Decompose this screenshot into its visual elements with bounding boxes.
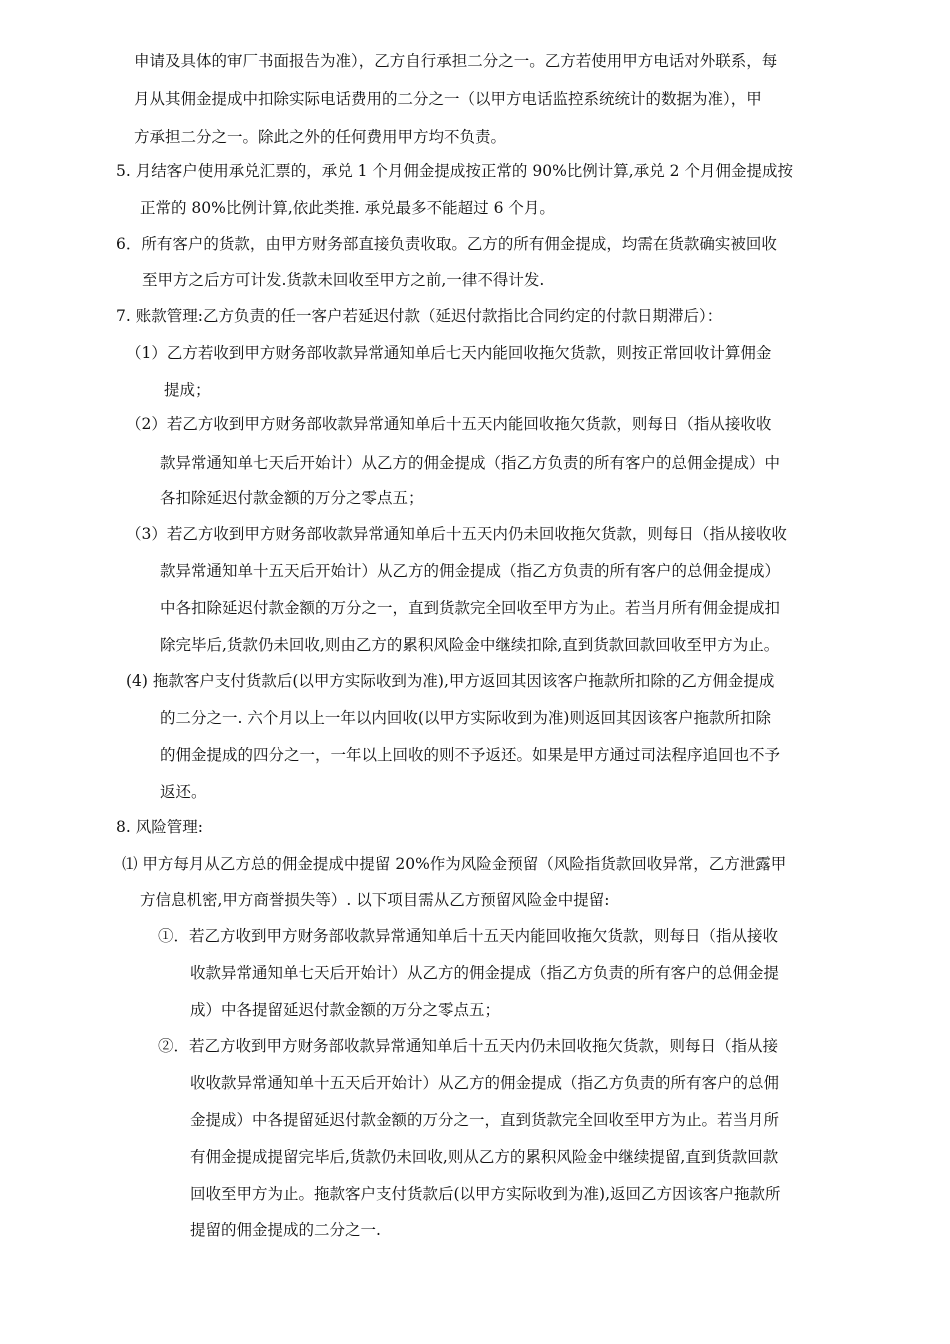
text-line-3: 方承担二分之一。除此之外的任何费用甲方均不负责。 — [134, 128, 507, 146]
text-line-13: 各扣除延迟付款金额的万分之零点五； — [160, 489, 424, 507]
text-line-31: 有佣金提成提留完毕后,货款仍未回收,则从乙方的累积风险金中继续提留,直到货款回款 — [190, 1148, 779, 1166]
text-line-12: 款异常通知单七天后开始计）从乙方的佣金提成（指乙方负责的所有客户的总佣金提成）中 — [160, 454, 781, 472]
text-line-20: 的佣金提成的四分之一，一年以上回收的则不予返还。如果是甲方通过司法程序追回也不予 — [160, 746, 781, 764]
text-line-9: （1）乙方若收到甲方财务部收款异常通知单后七天内能回收拖欠货款，则按正常回收计算佣金 — [126, 344, 772, 362]
text-line-29: 收收款异常通知单十五天后开始计）从乙方的佣金提成（指乙方负责的所有客户的总佣 — [190, 1074, 780, 1092]
text-line-10: 提成； — [164, 381, 211, 399]
text-line-27: 成）中各提留延迟付款金额的万分之零点五； — [190, 1001, 501, 1019]
text-line-7: 至甲方之后方可计发.货款未回收至甲方之前,一律不得计发. — [142, 271, 545, 289]
text-line-21: 返还。 — [160, 783, 207, 801]
text-line-24: 方信息机密,甲方商誉损失等）. 以下项目需从乙方预留风险金中提留: — [140, 891, 610, 909]
text-line-8: 7. 账款管理:乙方负责的任一客户若延迟付款（延迟付款指比合同约定的付款日期滞后）： — [116, 307, 723, 325]
text-line-16: 中各扣除延迟付款金额的万分之一，直到货款完全回收至甲方为止。若当月所有佣金提成扣 — [160, 599, 781, 617]
text-line-15: 款异常通知单十五天后开始计）从乙方的佣金提成（指乙方负责的所有客户的总佣金提成） — [160, 562, 781, 580]
text-line-17: 除完毕后,货款仍未回收,则由乙方的累积风险金中继续扣除,直到货款回款回收至甲方为止。 — [160, 636, 780, 654]
text-line-30: 金提成）中各提留延迟付款金额的万分之一，直到货款完全回收至甲方为止。若当月所 — [190, 1111, 780, 1129]
text-line-23: ⑴ 甲方每月从乙方总的佣金提成中提留 20%作为风险金预留（风险指货款回收异常，乙方泄露甲 — [122, 855, 787, 873]
text-line-5: 正常的 80%比例计算,依此类推. 承兑最多不能超过 6 个月。 — [140, 199, 555, 217]
text-line-2: 月从其佣金提成中扣除实际电话费用的二分之一（以甲方电话监控系统统计的数据为准），甲 — [134, 90, 762, 108]
text-line-32: 回收至甲方为止。拖款客户支付货款后(以甲方实际收到为准),返回乙方因该客户拖款所 — [190, 1185, 781, 1203]
text-line-11: （2）若乙方收到甲方财务部收款异常通知单后十五天内能回收拖欠货款，则每日（指从接收收 — [126, 415, 772, 433]
text-line-18: (4) 拖款客户支付货款后(以甲方实际收到为准),甲方返回其因该客户拖款所扣除的乙方佣金提成 — [126, 672, 775, 690]
text-line-22: 8. 风险管理: — [116, 818, 203, 836]
text-line-4: 5. 月结客户使用承兑汇票的，承兑 1 个月佣金提成按正常的 90%比例计算,承兑 2 个月佣金提成按 — [116, 162, 793, 180]
text-line-33: 提留的佣金提成的二分之一. — [190, 1221, 381, 1239]
text-line-28: ②．若乙方收到甲方财务部收款异常通知单后十五天内仍未回收拖欠货款，则每日（指从接 — [158, 1037, 779, 1055]
text-line-26: 收款异常通知单七天后开始计）从乙方的佣金提成（指乙方负责的所有客户的总佣金提 — [190, 964, 780, 982]
text-line-1: 申请及具体的审厂书面报告为准），乙方自行承担二分之一。乙方若使用甲方电话对外联系，每 — [134, 52, 778, 70]
text-line-19: 的二分之一. 六个月以上一年以内回收(以甲方实际收到为准)则返回其因该客户拖款所扣除 — [160, 709, 771, 727]
text-line-14: （3）若乙方收到甲方财务部收款异常通知单后十五天内仍未回收拖欠货款，则每日（指从接收收 — [126, 525, 787, 543]
text-line-25: ①．若乙方收到甲方财务部收款异常通知单后十五天内能回收拖欠货款，则每日（指从接收 — [158, 927, 779, 945]
text-line-6: 6．所有客户的货款，由甲方财务部直接负责收取。乙方的所有佣金提成，均需在货款确实被回收 — [116, 235, 777, 253]
